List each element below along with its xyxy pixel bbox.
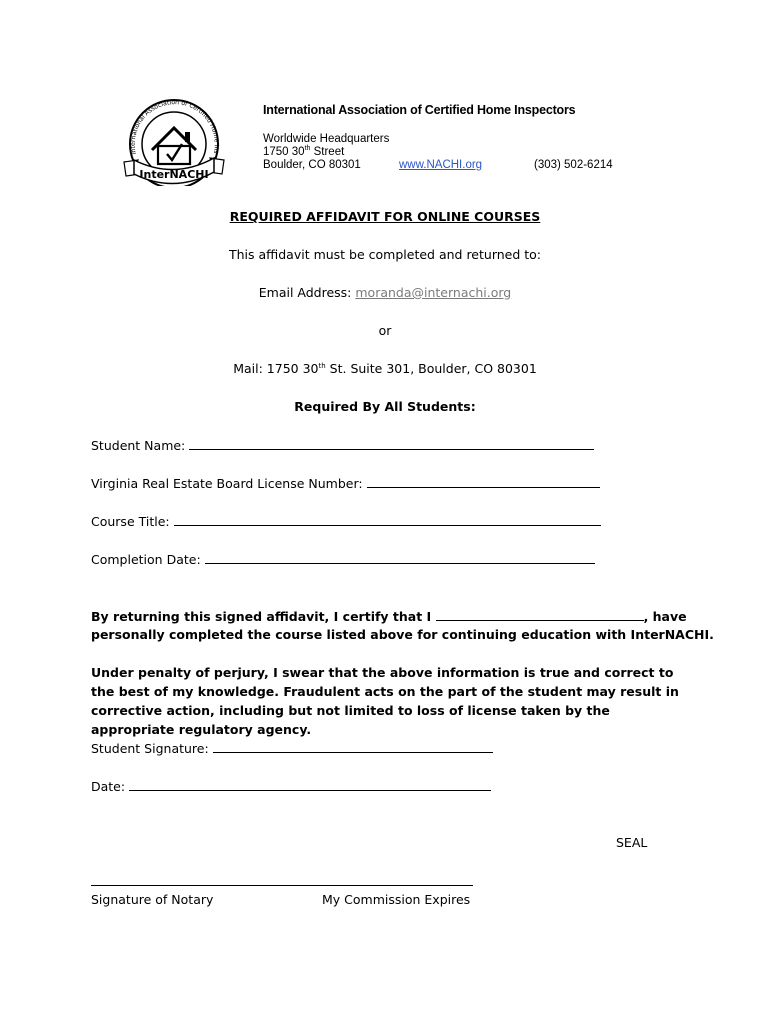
course-title-field[interactable] (91, 513, 601, 529)
hq-city: Boulder, CO 80301 (263, 159, 361, 171)
student-signature-line[interactable] (213, 740, 493, 753)
student-name-field[interactable] (91, 437, 594, 453)
certify-line-1: By returning this signed affidavit, I certify that I , have (91, 609, 687, 624)
student-signature-label: Student Signature: (91, 741, 213, 756)
org-name: International Association of Certified Home Inspectors (263, 103, 576, 117)
perjury-statement: Under penalty of perjury, I swear that the above information is true and correct to the best of my knowledge. Fraudulent acts on the part of the student may result in corrective action, including but not limited to loss of license taken by the appropriate regulatory agency. (91, 665, 679, 737)
notary-signature-line[interactable] (91, 885, 473, 886)
phone-number: (303) 502-6214 (534, 159, 613, 171)
internachi-logo (118, 94, 230, 186)
student-signature-field[interactable] (91, 740, 493, 756)
license-number-line[interactable] (367, 475, 600, 488)
form-title: REQUIRED AFFIDAVIT FOR ONLINE COURSES (229, 209, 541, 224)
certify-line-2: personally completed the course listed above for continuing education with InterNACHI. (91, 627, 714, 642)
hq-street: 1750 30th Street (263, 145, 345, 158)
website-link[interactable]: www.NACHI.org (399, 159, 483, 171)
completion-date-field[interactable] (91, 551, 595, 567)
logo-banner-text: InterNACHI (139, 168, 209, 181)
seal-label: SEAL (616, 835, 648, 850)
date-line[interactable] (129, 778, 491, 791)
certify-name-line[interactable] (436, 608, 644, 621)
license-number-label: Virginia Real Estate Board License Number: (91, 476, 367, 491)
course-title-line[interactable] (174, 513, 601, 526)
email-link[interactable]: moranda@internachi.org (355, 285, 512, 300)
hq-label: Worldwide Headquarters (263, 133, 390, 145)
required-heading: Required By All Students: (294, 399, 476, 414)
email-line: Email Address: moranda@internachi.org (258, 285, 512, 300)
commission-label: My Commission Expires (322, 892, 471, 907)
date-field[interactable] (91, 778, 491, 794)
notary-label: Signature of Notary (91, 892, 214, 907)
course-title-label: Course Title: (91, 514, 174, 529)
student-name-line[interactable] (189, 437, 594, 450)
logo-ring-text: International Association of Certified Home Ins (129, 99, 220, 156)
mail-address: Mail: 1750 30th St. Suite 301, Boulder, CO 80301 (233, 361, 537, 376)
license-number-field[interactable] (91, 475, 600, 491)
student-name-label: Student Name: (91, 438, 190, 453)
instruction-text: This affidavit must be completed and returned to: (228, 247, 542, 262)
date-label: Date: (91, 779, 130, 794)
completion-date-label: Completion Date: (91, 552, 205, 567)
or-text: or (378, 323, 392, 338)
completion-date-line[interactable] (205, 551, 595, 564)
